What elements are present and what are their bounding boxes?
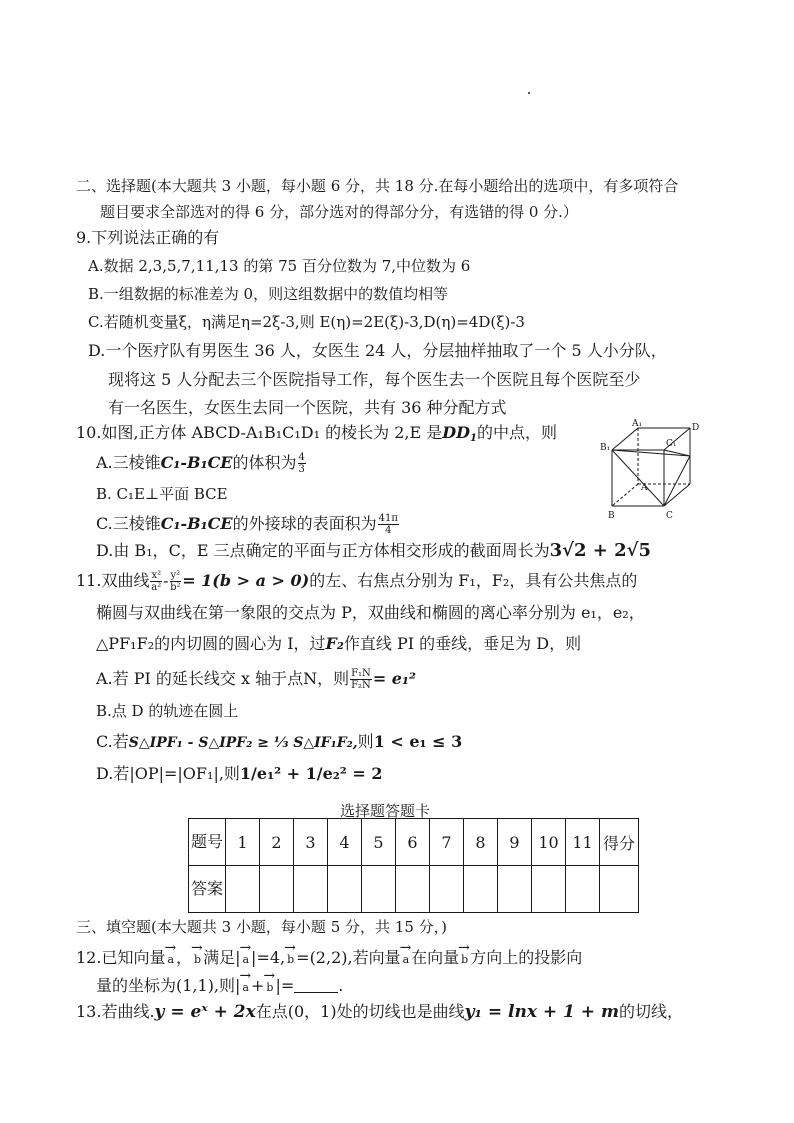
answer-cell[interactable] (532, 866, 566, 913)
q10-stem-post: 的中点，则 (476, 423, 557, 442)
answer-cell[interactable] (464, 866, 498, 913)
q11-stem-line1 (76, 570, 637, 593)
answer-cell[interactable] (260, 866, 294, 913)
section3-header: 三、填空题(本大题共 3 小题，每小题 5 分，共 15 分，) (76, 918, 447, 936)
q11-a-den: F₂N (351, 680, 371, 691)
q9-option-d-line1: D.一个医疗队有男医生 36 人，女医生 24 人，分层抽样抽取了一个 5 人小分队， (88, 341, 667, 360)
q11-option-a (96, 668, 416, 691)
answer-card-score-label: 得分 (600, 819, 639, 866)
q11-option-c (96, 732, 462, 753)
answer-cell[interactable] (362, 866, 396, 913)
q13-math1: y = eˣ + 2x (154, 1002, 256, 1022)
q10-c-mid: 的外接球的表面积为 (232, 514, 377, 533)
q11-stem1-pre: 11.双曲线 (76, 571, 150, 590)
answer-blank[interactable] (294, 978, 338, 993)
vector-a: → a (167, 944, 174, 970)
q11-option-b: B.点 D 的轨迹在圆上 (96, 702, 239, 720)
q12-line2-pre: 量的坐标为(1,1),则| (96, 976, 241, 995)
q11-stem3-math: F₂ (325, 634, 344, 653)
q11-c-mid: 则 (357, 732, 374, 751)
label-a1: A₁ (632, 419, 643, 429)
q10-option-c (96, 513, 400, 536)
answer-card-number-row (189, 819, 639, 866)
q9-option-c: C.若随机变量ξ，η满足η=2ξ-3,则 E(η)=2E(ξ)-3,D(η)=4D(ξ)-3 (88, 313, 525, 331)
answer-card-title: 选择题答题卡 (340, 802, 431, 820)
q12-line1 (76, 944, 582, 970)
cube-edge (612, 428, 638, 450)
q9-option-b: B.一组数据的标准差为 0，则这组数据中的数值均相等 (88, 285, 449, 303)
q12-mid3: =(2,2),若向量 (296, 948, 401, 967)
answer-card-number: 4 (328, 819, 362, 866)
answer-card-row2-header: 答案 (189, 866, 226, 913)
answer-cell[interactable] (498, 866, 532, 913)
section-line (664, 456, 690, 506)
q13-line (76, 1002, 683, 1022)
q10-a-num: 4 (298, 452, 305, 463)
q10-a-pre: A.三棱锥 (96, 453, 161, 472)
q11-frac-y-den: b² (170, 582, 181, 593)
q10-d-math: 3√2 + 2√5 (549, 540, 651, 561)
q11-stem1-post: 的左、右焦点分别为 F₁，F₂，具有公共焦点的 (309, 571, 638, 590)
answer-card-number: 3 (294, 819, 328, 866)
q11-stem3-pre: △PF₁F₂的内切圆的圆心为 I，过 (96, 634, 326, 653)
vector-b: → b (266, 972, 273, 998)
q10-option-a (96, 452, 307, 475)
q11-frac-y-num: y² (170, 570, 181, 581)
answer-card-number: 9 (498, 819, 532, 866)
label-c: C (666, 511, 673, 521)
q11-stem-line2: 椭圆与双曲线在第一象限的交点为 P，双曲线和椭圆的离心率分别为 e₁，e₂， (96, 603, 645, 622)
q13-math2: y₁ = lnx + 1 + m (464, 1002, 619, 1022)
label-b1: B₁ (600, 443, 611, 453)
q11-minus: - (163, 571, 169, 590)
label-a: A (641, 483, 648, 493)
vector-a: → a (242, 972, 249, 998)
q11-a-fraction (350, 668, 372, 691)
q12-comma: ， (176, 948, 193, 967)
q10-stem-sub: 1 (470, 433, 477, 444)
q11-frac-x-den: a² (151, 582, 162, 593)
answer-card-number: 8 (464, 819, 498, 866)
q11-d-math: 1/e₁² + 1/e₂² = 2 (239, 764, 383, 783)
q13-post: 的切线， (618, 1002, 683, 1021)
section2-header-line1: 二、选择题(本大题共 3 小题，每小题 6 分，共 18 分.在每小题给出的选项中，有多项符合 (76, 177, 679, 195)
q11-stem1-math: = 1(b > a > 0) (182, 571, 310, 590)
stray-dot (528, 92, 530, 94)
q10-a-mid: 的体积为 (232, 453, 297, 472)
q9-stem: 9.下列说法正确的有 (76, 228, 220, 247)
q12-line2-post: |= (275, 976, 295, 995)
q10-c-fraction (378, 513, 399, 536)
cube-hidden-edge (612, 484, 638, 506)
q11-frac-x (150, 570, 162, 593)
q10-c-den: 4 (385, 525, 392, 536)
q10-a-math: C₁-B₁CE (160, 453, 233, 472)
q11-a-pre: A.若 PI 的延长线交 x 轴于点N，则 (96, 669, 350, 688)
q10-option-b: B. C₁E⊥平面 BCE (96, 485, 228, 503)
answer-card-row1-header: 题号 (189, 819, 226, 866)
q13-mid: 在点(0，1)处的切线也是曲线 (255, 1002, 465, 1021)
q11-frac-y (170, 570, 182, 593)
q10-stem (76, 423, 557, 449)
answer-card-number: 5 (362, 819, 396, 866)
q10-stem-math: DD (442, 423, 470, 442)
vector-a: → a (403, 944, 410, 970)
vector-b: → b (194, 944, 201, 970)
cube-figure (598, 418, 708, 528)
q9-option-d-line3: 有一名医生，女医生去同一个医院，共有 36 种分配方式 (108, 398, 507, 417)
answer-cell[interactable] (294, 866, 328, 913)
label-b: B (608, 511, 615, 521)
q11-stem3-post: 作直线 PI 的垂线，垂足为 D，则 (343, 634, 582, 653)
q11-c-math: S△IPF₁ - S△IPF₂ ≥ ⅓ S△IF₁F₂, (128, 735, 358, 751)
cube-edge (664, 484, 690, 506)
q12-mid4: 在向量 (411, 948, 460, 967)
vector-a: → a (242, 944, 249, 970)
q13-pre: 13.若曲线. (76, 1002, 155, 1021)
answer-card-number: 7 (430, 819, 464, 866)
q12-pre: 12.已知向量 (76, 948, 166, 967)
label-c1: C₁ (666, 439, 677, 449)
q10-stem-pre: 10.如图,正方体 ABCD-A₁B₁C₁D₁ 的棱长为 2,E 是 (76, 423, 443, 442)
q10-c-num: 41π (378, 513, 398, 524)
answer-card-number: 6 (396, 819, 430, 866)
vector-b: → b (461, 944, 468, 970)
q10-a-fraction (298, 452, 306, 475)
q12-period: . (338, 976, 344, 995)
label-d: D (692, 423, 700, 433)
answer-card-table (188, 818, 639, 913)
q10-c-pre: C.三棱锥 (96, 514, 161, 533)
answer-cell[interactable] (226, 866, 260, 913)
answer-card-number: 1 (226, 819, 260, 866)
q11-a-math: = e₁² (372, 669, 416, 688)
q11-c-pre: C.若 (96, 732, 129, 751)
answer-card-answer-row (189, 866, 639, 913)
answer-card-number: 2 (260, 819, 294, 866)
q11-d-pre: D.若|OP|=|OF₁|,则 (96, 764, 240, 783)
q12-line2 (96, 972, 343, 998)
section2-header-line2: 题目要求全部选对的得 6 分，部分选对的得部分分，有选错的得 0 分.） (100, 203, 578, 221)
q12-mid: 满足| (203, 948, 241, 967)
q10-option-d (96, 541, 651, 561)
q10-a-den: 3 (298, 464, 305, 475)
answer-cell[interactable] (396, 866, 430, 913)
answer-cell[interactable] (328, 866, 362, 913)
score-cell[interactable] (600, 866, 639, 913)
q11-stem-line3 (96, 634, 581, 654)
vector-b: → b (287, 944, 294, 970)
q10-c-math: C₁-B₁CE (160, 514, 233, 533)
answer-cell[interactable] (566, 866, 600, 913)
q12-mid2: |=4, (251, 948, 286, 967)
answer-card-number: 11 (566, 819, 600, 866)
q12-post: 方向上的投影向 (470, 948, 583, 967)
q11-frac-x-num: x² (151, 570, 162, 581)
q11-a-num: F₁N (351, 668, 371, 679)
q12-plus: + (250, 976, 265, 995)
q9-option-a: A.数据 2,3,5,7,11,13 的第 75 百分位数为 7,中位数为 6 (88, 257, 471, 275)
q10-d-pre: D.由 B₁，C，E 三点确定的平面与正方体相交形成的截面周长为 (96, 541, 550, 560)
q9-option-d-line2: 现将这 5 人分配去三个医院指导工作，每个医生去一个医院且每个医院至少 (108, 370, 641, 389)
answer-cell[interactable] (430, 866, 464, 913)
q11-option-d (96, 764, 383, 784)
q11-c-math2: 1 < e₁ ≤ 3 (373, 732, 463, 751)
answer-card-number: 10 (532, 819, 566, 866)
